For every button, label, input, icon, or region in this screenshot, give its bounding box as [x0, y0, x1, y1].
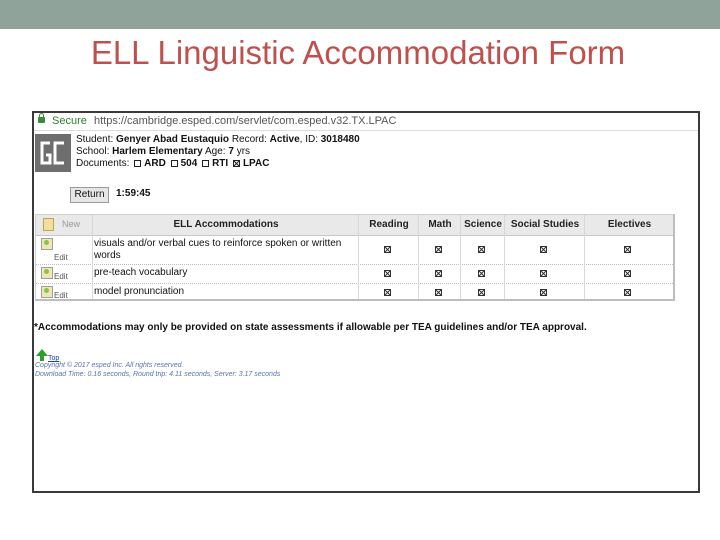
table-row [36, 265, 673, 284]
student-label: Student: [76, 134, 114, 145]
age-value: 7 [228, 146, 234, 157]
edit-button[interactable] [38, 236, 90, 264]
math-checkbox[interactable] [435, 270, 442, 277]
electives-checkbox[interactable] [624, 289, 631, 296]
science-checkbox[interactable] [478, 270, 485, 277]
lpac-label: LPAC [242, 158, 270, 169]
lock-icon [38, 117, 45, 123]
school-label: School: [76, 146, 110, 157]
edit-button[interactable] [38, 265, 90, 283]
session-timer: 1:59:45 [116, 188, 151, 199]
student-name: Genyer Abad Eustaquio [116, 134, 230, 145]
slide-title: ELL Linguistic Accommodation Form [90, 34, 626, 71]
edit-icon [41, 238, 53, 250]
record-label: Record: [231, 134, 267, 145]
age-label: Age: [204, 146, 226, 157]
social-studies-checkbox[interactable] [540, 270, 547, 277]
accommodation-text: model pronunciation [94, 286, 185, 297]
social-studies-checkbox[interactable] [540, 289, 547, 296]
column-divider [460, 215, 461, 299]
secure-label: Secure [52, 115, 87, 127]
504-checkbox[interactable] [171, 160, 178, 167]
top-link[interactable]: Top [48, 355, 60, 362]
district-logo [35, 134, 71, 172]
new-document-icon [43, 218, 54, 231]
url-text[interactable]: https://cambridge.esped.com/servlet/com.esped.v32.TX.LPAC [94, 115, 397, 127]
table-row [36, 236, 673, 265]
header-social-studies: Social Studies [504, 215, 585, 235]
ard-label: ARD [144, 158, 166, 169]
electives-checkbox[interactable] [624, 270, 631, 277]
screenshot-frame [32, 111, 700, 493]
header-electives: Electives [584, 215, 674, 235]
new-button[interactable] [36, 215, 92, 235]
rti-checkbox[interactable] [202, 160, 209, 167]
science-checkbox[interactable] [478, 289, 485, 296]
return-button[interactable]: Return [70, 187, 109, 203]
student-info: Student: Genyer Abad Eustaquio Record: Active, ID: 3018480 School: Harlem Elementary Age: 7 yrs Documents: ARD 504 RTI LPAC [76, 134, 360, 169]
edit-icon [41, 286, 53, 298]
accommodations-note: *Accommodations may only be provided on state assessments if allowable per TEA guidelines and/or TEA approval. [34, 322, 587, 333]
reading-checkbox[interactable] [384, 289, 391, 296]
math-checkbox[interactable] [435, 246, 442, 253]
column-divider [358, 215, 359, 299]
edit-label: Edit [54, 272, 68, 281]
accommodation-text: pre-teach vocabulary [94, 267, 188, 278]
copyright-text: Copyright © 2017 esped Inc. All rights reserved. [35, 362, 184, 369]
table-header [36, 215, 673, 236]
rti-label: RTI [212, 158, 229, 169]
accommodation-text: visuals and/or verbal cues to reinforce spoken or written words [94, 238, 342, 261]
header-reading: Reading [358, 215, 419, 235]
edit-icon [41, 267, 53, 279]
column-divider [504, 215, 505, 299]
science-checkbox[interactable] [478, 246, 485, 253]
id-label: ID: [305, 134, 318, 145]
ard-checkbox[interactable] [134, 160, 141, 167]
reading-checkbox[interactable] [384, 246, 391, 253]
column-divider [418, 215, 419, 299]
column-divider [584, 215, 585, 299]
timing-text: Download Time: 0.16 seconds, Round trip: 4.11 seconds, Server: 3.17 seconds [35, 371, 281, 378]
math-checkbox[interactable] [435, 289, 442, 296]
column-divider [92, 215, 93, 299]
age-unit: yrs [236, 146, 251, 157]
edit-label: Edit [54, 291, 68, 300]
up-arrow-icon[interactable] [36, 349, 48, 356]
header-math: Math [418, 215, 461, 235]
504-label: 504 [180, 158, 198, 169]
reading-checkbox[interactable] [384, 270, 391, 277]
accommodations-table [35, 214, 675, 301]
table-row [36, 284, 673, 302]
header-ell-accommodations: ELL Accommodations [92, 215, 359, 235]
lpac-checkbox[interactable] [233, 160, 240, 167]
documents-label: Documents: [76, 158, 130, 169]
social-studies-checkbox[interactable] [540, 246, 547, 253]
student-id: 3018480 [320, 134, 360, 145]
new-label: New [62, 219, 81, 229]
edit-label: Edit [54, 253, 68, 262]
header-science: Science [460, 215, 505, 235]
edit-button[interactable] [38, 284, 90, 302]
record-status: Active [269, 134, 300, 145]
slide-top-band [0, 0, 720, 29]
address-bar[interactable] [34, 113, 698, 131]
school-name: Harlem Elementary [112, 146, 203, 157]
electives-checkbox[interactable] [624, 246, 631, 253]
